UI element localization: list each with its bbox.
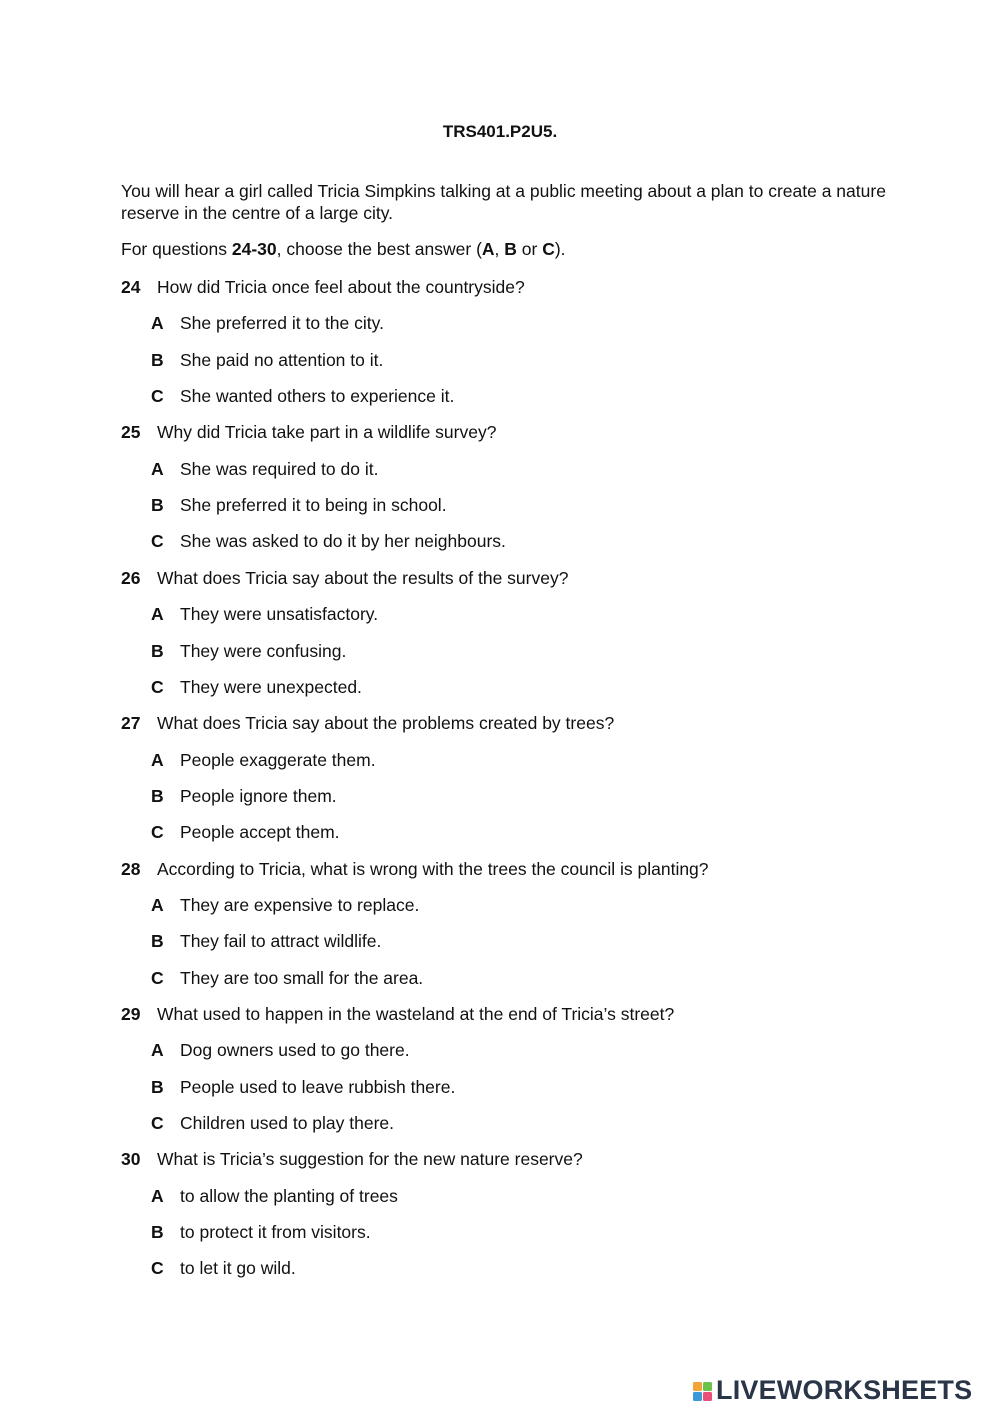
option-text: She preferred it to being in school. [180,495,447,516]
question-number: 27 [121,713,141,734]
question-text: What does Tricia say about the results of the survey? [157,567,569,588]
question-text: What is Tricia’s suggestion for the new nature reserve? [157,1149,583,1170]
option-text: They were unsatisfactory. [180,604,379,625]
option-text: to protect it from visitors. [180,1222,371,1243]
page-title: TRS401.P2U5. [442,122,558,141]
option-letter: C [151,822,164,843]
option-letter: C [151,531,164,552]
option-letter: A [151,313,164,334]
option-text: to allow the planting of trees [180,1185,398,1206]
option-letter: B [151,349,164,370]
question-text: According to Tricia, what is wrong with the trees the council is planting? [157,858,709,879]
option-letter: A [151,749,164,770]
option-text: People accept them. [180,822,340,843]
option-letter: C [151,676,164,697]
option-text: They are too small for the area. [180,967,424,988]
option-letter: A [151,1040,164,1061]
option-letter: C [151,1258,164,1279]
option-letter: B [151,640,164,661]
option-text: She was asked to do it by her neighbours. [180,531,506,552]
question-number: 29 [121,1004,141,1024]
intro-paragraph: You will hear a girl called Tricia Simpkins talking at a public meeting about a plan to create a nature reserve in the centre of a large city. [121,181,886,223]
logo-text: LIVEWORKSHEETS [716,1375,973,1405]
option-text: to let it go wild. [180,1258,296,1279]
option-text: She paid no attention to it. [180,349,384,370]
option-letter: B [151,931,164,952]
liveworksheets-logo [692,1376,972,1404]
option-text: They are expensive to replace. [180,894,420,915]
option-letter: B [151,785,164,806]
option-text: They were confusing. [180,640,347,661]
option-letter: A [151,894,164,915]
question-text: What does Tricia say about the problems created by trees? [157,713,615,734]
option-text: Dog owners used to go there. [180,1040,410,1061]
option-text: They were unexpected. [180,676,362,697]
option-text: She preferred it to the city. [180,313,384,334]
option-letter: A [151,604,164,625]
option-letter: C [151,1113,164,1134]
option-letter: C [151,386,164,407]
question-text: What used to happen in the wasteland at the end of Tricia’s street? [157,1004,675,1024]
liveworksheets-logo-icon [692,1378,714,1402]
question-number: 26 [121,567,141,588]
option-text: Children used to play there. [180,1113,395,1134]
option-letter: A [151,458,164,479]
option-letter: B [151,1076,164,1097]
question-number: 30 [121,1149,141,1170]
question-text: How did Tricia once feel about the countryside? [157,277,525,297]
option-text: She was required to do it. [180,458,379,479]
question-number: 24 [121,277,141,297]
question-number: 28 [121,858,141,879]
option-letter: B [151,495,164,516]
question-text: Why did Tricia take part in a wildlife survey? [157,422,497,443]
option-text: People exaggerate them. [180,749,376,770]
option-letter: B [151,1222,164,1243]
option-letter: A [151,1185,164,1206]
option-text: She wanted others to experience it. [180,386,455,407]
instructions: For questions 24-30, choose the best answer (A, B or C). [121,239,566,259]
option-letter: C [151,967,164,988]
option-text: They fail to attract wildlife. [180,931,382,952]
option-text: People used to leave rubbish there. [180,1076,456,1097]
option-text: People ignore them. [180,785,337,806]
question-number: 25 [121,422,141,443]
